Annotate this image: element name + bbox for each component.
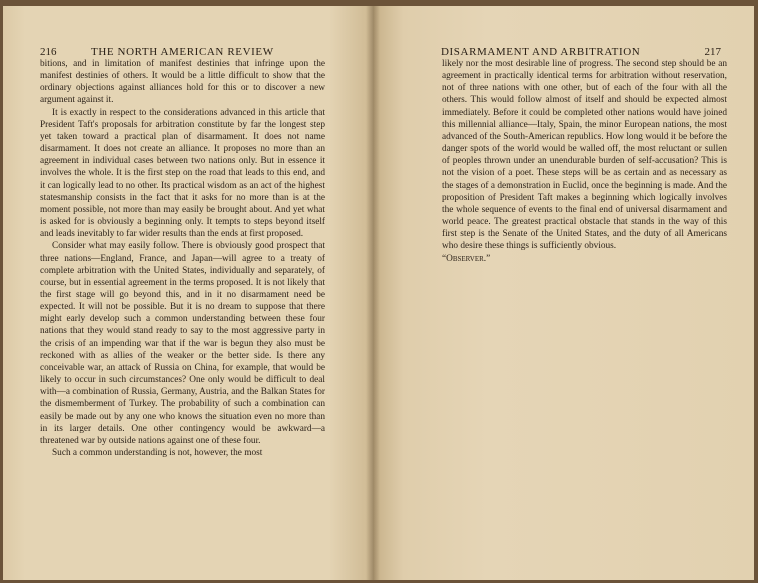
right-page-number: 217 bbox=[704, 46, 721, 58]
left-page bbox=[3, 6, 373, 580]
right-running-title: DISARMAMENT AND ARBITRATION bbox=[441, 46, 641, 58]
paragraph: Consider what may easily follow. There is obviously good prospect that three nations—England, France, and Japan—will agree to a treaty of complete arbitration with the United States, individually and separately, of course, but in essential agreement in the terms proposed. It is not likely that the first stage will go beyond this, and in it no disarmament need be expected. It will not be possible. But it is no dream to suppose that there might early develop such a common understanding between these four nations that they would stand ready to say to the most aggressive party in the crisis of an impending war that if the war is begun they also must be reckoned with as allies of the weaker or the better side. Is there any conceivable war, an attack of Russia on China, for example, that would be likely to occur in such circumstances? One only would be difficult to deal with—a combination of Russia, Germany, Austria, and the Balkan States for the dismemberment of Turkey. The probability of such a combination can easily be made out by any one who knows the situation even no more than in its larger details. One other contingency would be awkward—a threatened war by outside nations against one of these four. bbox=[40, 241, 325, 446]
paragraph: It is exactly in respect to the considerations advanced in this article that President Taft's proposals for arbitration constitute by far the longest step yet taken toward a practical plan of disarmament. It does not name disarmament. It does not create an alliance. It proposes no more than an agreement in individual cases between two nations only. But in essence it involves the whole. It is the first step on the road that leads to this end, and it can logically lead to no other. Its practical wisdom as an act of the highest statesmanship consists in the fact that it asks for no more than is at the moment possible, not more than may easily be brought about. And yet what is asked for is obviously a beginning only. It tempts to steps beyond itself and leads inevitably to far wider results than the ends at first proposed. bbox=[40, 107, 325, 240]
author-signature: “Observer.” bbox=[442, 253, 491, 264]
left-page-number: 216 bbox=[40, 46, 57, 58]
right-page bbox=[373, 6, 754, 580]
left-page-body bbox=[40, 58, 325, 459]
right-page-body bbox=[442, 58, 727, 265]
paragraph: Such a common understanding is not, however, the most bbox=[52, 448, 263, 458]
paragraph: bitions, and in limitation of manifest destinies that infringe upon the manifest destinies of others. It would be a little difficult to show that the ordinary objections against alliances hold for this or to discover a new argument against it. bbox=[40, 59, 325, 106]
left-running-title: THE NORTH AMERICAN REVIEW bbox=[91, 46, 274, 58]
paragraph: likely nor the most desirable line of progress. The second step should be an agreement in practically identical terms for arbitration without reservation, not of three nations with one other, but of each of the four with all the others. This would follow almost of itself and should be expected almost immediately. Before it could be completed other nations would have joined this millennial alliance—Italy, Spain, the minor European nations, the most advanced of the South-American republics. How long would it be before the danger spots of the world would be walled off, the most reluctant or sullen of peoples thrown under an unendurable burden of self-accusation? This is not the vision of a poet. These steps will be as certain and as necessary as the stages of a demonstration in Euclid, once the beginning is made. And the proposition of President Taft makes a beginning which logically involves the whole sequence of events to the final end of universal disarmament and world peace. The greatest practical obstacle that stands in the way of this first step is the Senate of the United States, and the duty of all Americans who desire these things is sufficiently obvious. bbox=[442, 59, 727, 252]
book-gutter bbox=[366, 6, 380, 580]
